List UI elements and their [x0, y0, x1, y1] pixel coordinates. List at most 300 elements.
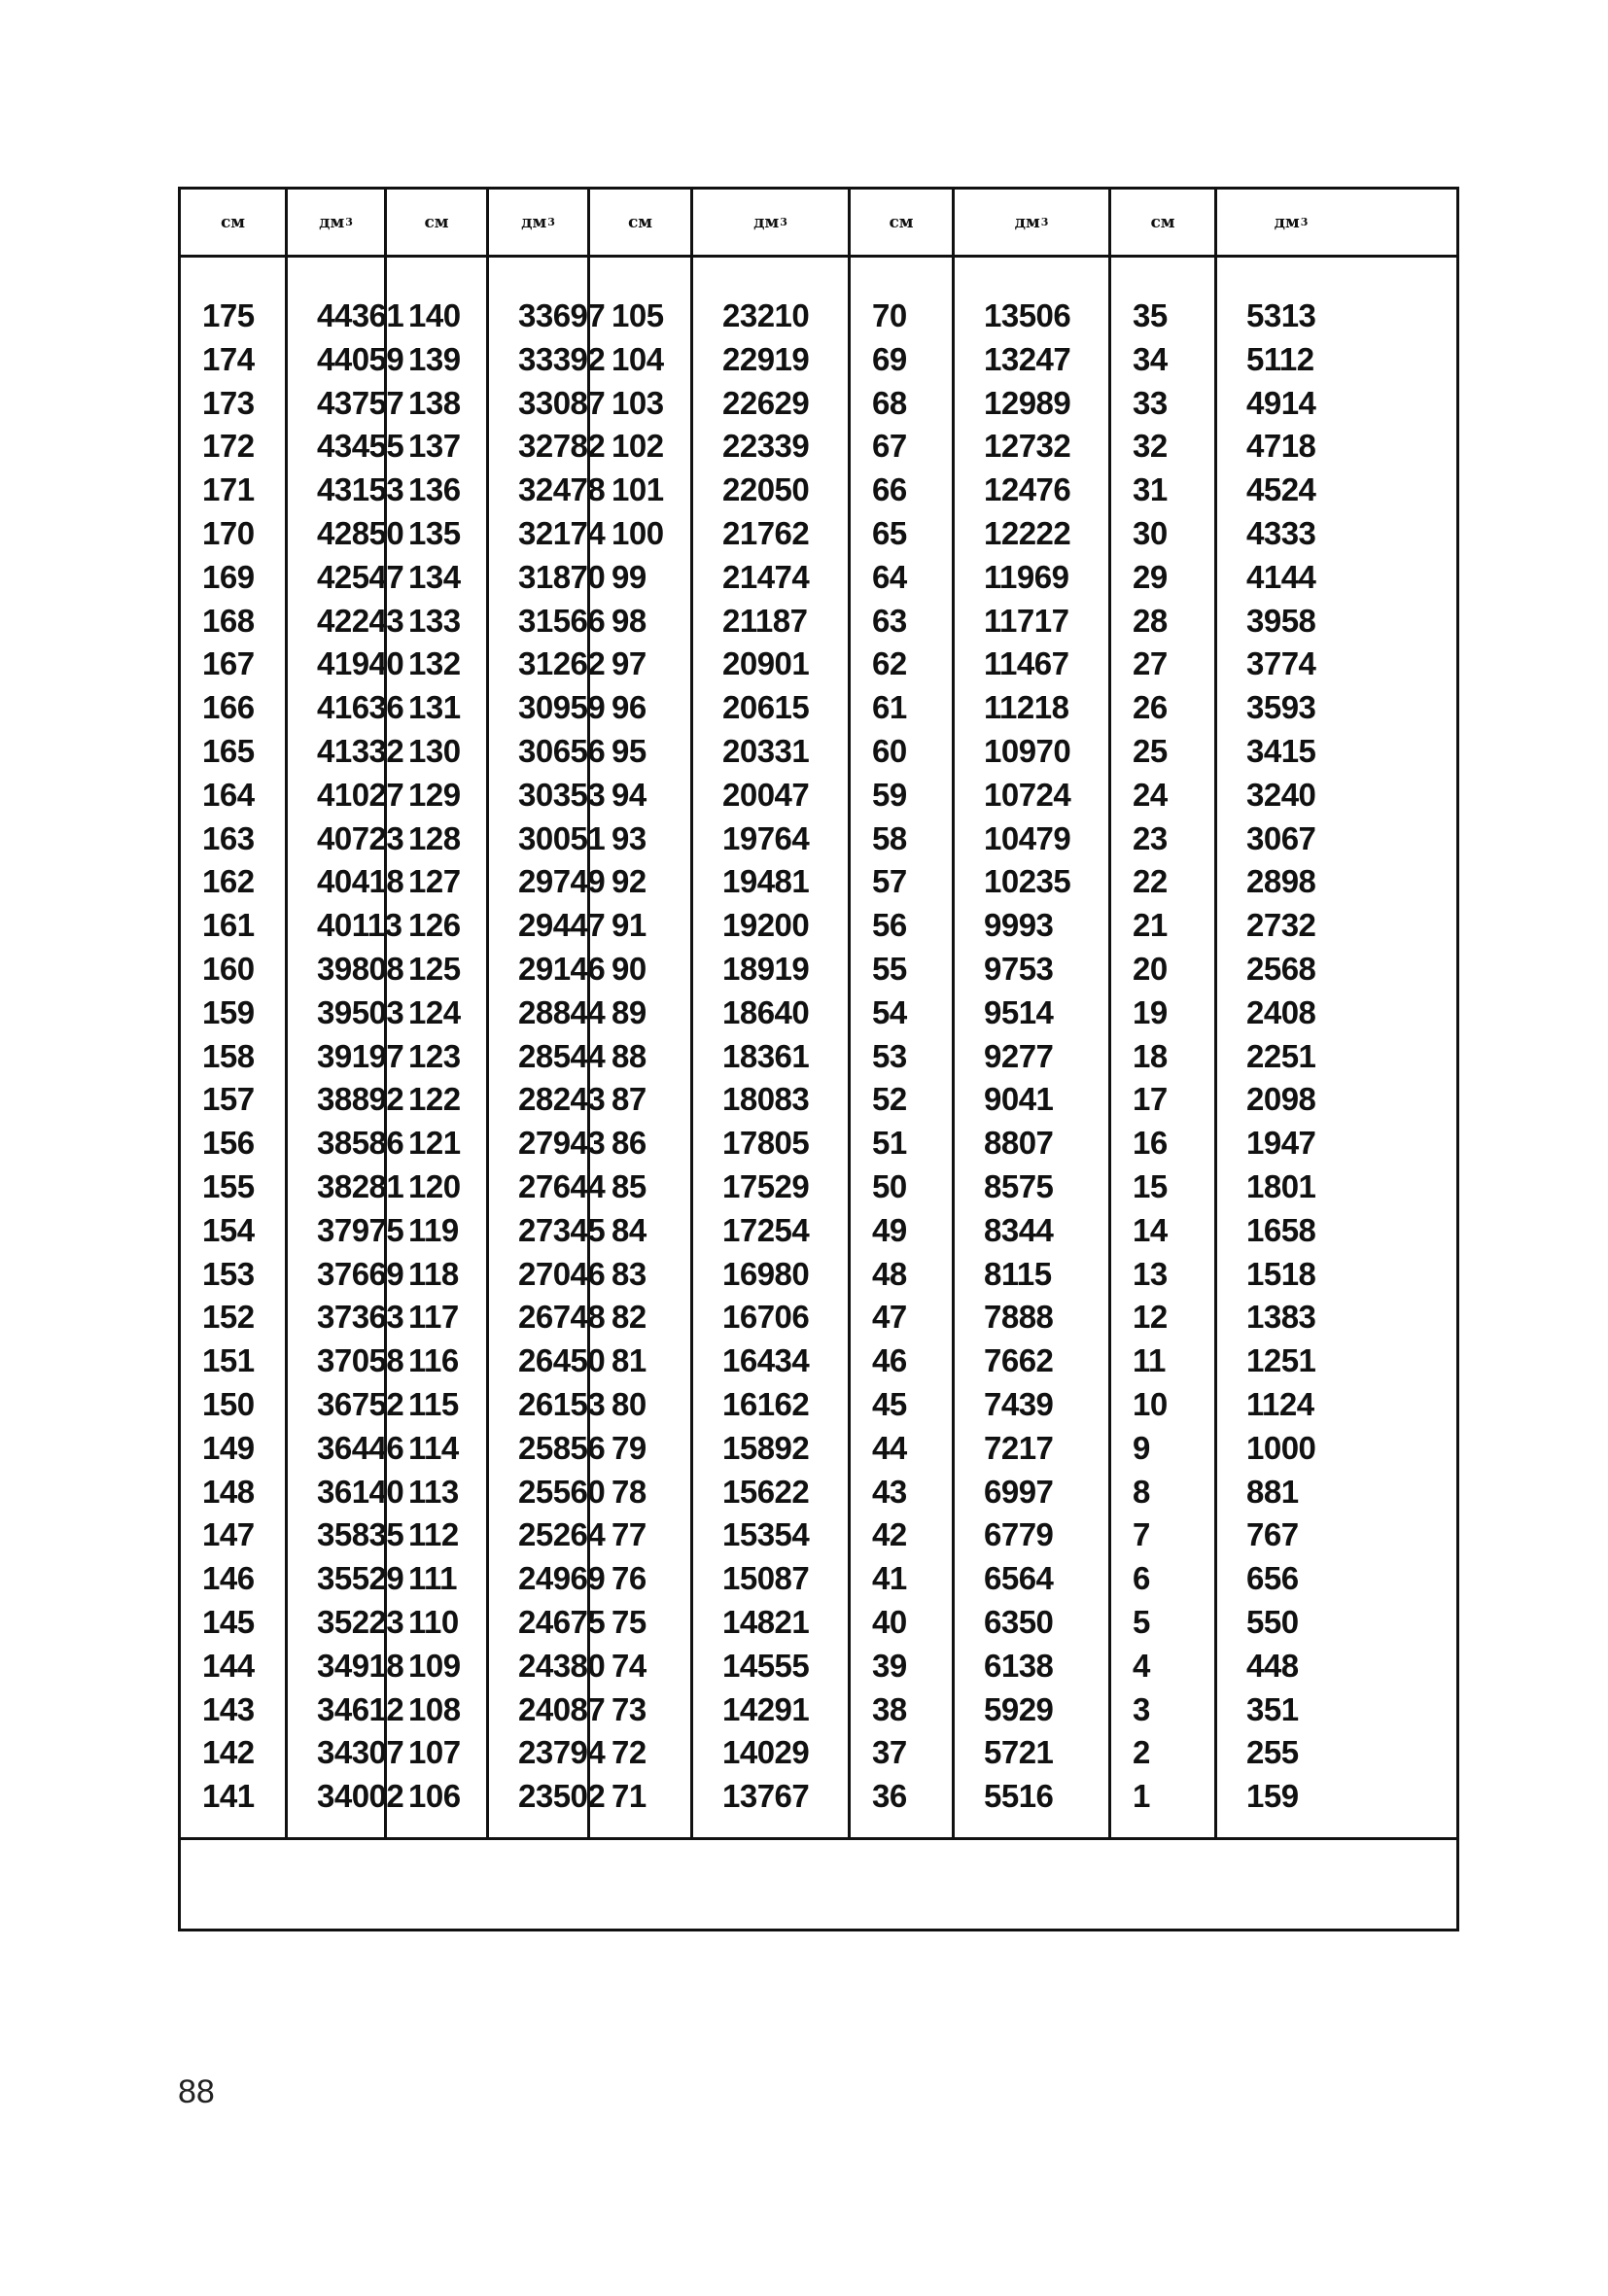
height-cell: 174	[202, 340, 255, 377]
height-cell: 32	[1133, 428, 1168, 465]
volume-cell: 40418	[317, 863, 404, 900]
height-cell: 144	[202, 1647, 255, 1684]
volume-cell: 33697	[518, 297, 606, 333]
volume-cell: 23210	[722, 297, 810, 333]
header-label: дм	[521, 212, 547, 232]
volume-cell: 10479	[984, 819, 1071, 856]
height-cell: 165	[202, 732, 255, 769]
volume-column	[1214, 258, 1365, 1837]
volume-column	[952, 258, 1108, 1837]
volume-cell: 40723	[317, 819, 404, 856]
volume-cell: 6350	[984, 1603, 1054, 1640]
height-cell: 68	[872, 384, 907, 421]
height-cell: 67	[872, 428, 907, 465]
height-cell: 104	[612, 340, 664, 377]
header-label: дм	[319, 212, 345, 232]
height-cell: 164	[202, 776, 255, 813]
volume-cell: 15087	[722, 1560, 810, 1597]
volume-cell: 32174	[518, 514, 606, 551]
header-label: см	[889, 212, 914, 232]
volume-cell: 1383	[1246, 1299, 1316, 1336]
volume-cell: 30959	[518, 689, 606, 726]
volume-cell: 34612	[317, 1690, 404, 1727]
volume-cell: 10724	[984, 776, 1071, 813]
height-cell: 102	[612, 428, 664, 465]
height-cell: 126	[408, 907, 461, 944]
height-cell: 69	[872, 340, 907, 377]
volume-cell: 41636	[317, 689, 404, 726]
height-cell: 135	[408, 514, 461, 551]
height-cell: 95	[612, 732, 647, 769]
height-cell: 152	[202, 1299, 255, 1336]
volume-cell: 39808	[317, 950, 404, 987]
height-cell: 17	[1133, 1081, 1168, 1118]
volume-cell: 11717	[984, 602, 1069, 639]
height-cell: 106	[408, 1778, 461, 1815]
height-cell: 74	[612, 1647, 647, 1684]
height-cell: 75	[612, 1603, 647, 1640]
volume-cell: 24969	[518, 1560, 606, 1597]
volume-cell: 43757	[317, 384, 404, 421]
volume-cell: 10235	[984, 863, 1071, 900]
height-cell: 81	[612, 1342, 647, 1379]
volume-cell: 39503	[317, 993, 404, 1030]
volume-cell: 25856	[518, 1429, 606, 1466]
volume-column	[690, 258, 848, 1837]
height-cell: 137	[408, 428, 461, 465]
volume-cell: 36446	[317, 1429, 404, 1466]
height-cell: 163	[202, 819, 255, 856]
volume-cell: 37975	[317, 1211, 404, 1248]
volume-cell: 25560	[518, 1473, 606, 1510]
volume-cell: 30353	[518, 776, 606, 813]
header-cell	[181, 190, 285, 255]
height-cell: 140	[408, 297, 461, 333]
height-cell: 139	[408, 340, 461, 377]
height-cell: 153	[202, 1255, 255, 1292]
height-cell: 143	[202, 1690, 255, 1727]
header-label: см	[1150, 212, 1175, 232]
height-cell: 39	[872, 1647, 907, 1684]
volume-cell: 4914	[1246, 384, 1316, 421]
volume-cell: 9514	[984, 993, 1054, 1030]
height-column	[1108, 258, 1214, 1837]
height-cell: 96	[612, 689, 647, 726]
volume-cell: 42243	[317, 602, 404, 639]
volume-cell: 32782	[518, 428, 606, 465]
volume-cell: 29749	[518, 863, 606, 900]
volume-cell: 17529	[722, 1167, 810, 1204]
volume-cell: 3593	[1246, 689, 1316, 726]
height-cell: 55	[872, 950, 907, 987]
volume-cell: 30656	[518, 732, 606, 769]
header-unit-superscript: 3	[547, 216, 555, 228]
volume-cell: 159	[1246, 1778, 1299, 1815]
volume-cell: 36140	[317, 1473, 404, 1510]
volume-cell: 24675	[518, 1603, 606, 1640]
height-cell: 156	[202, 1125, 255, 1162]
volume-cell: 12222	[984, 514, 1071, 551]
volume-cell: 18919	[722, 950, 810, 987]
height-cell: 72	[612, 1734, 647, 1771]
volume-cell: 38281	[317, 1167, 404, 1204]
volume-cell: 9753	[984, 950, 1054, 987]
volume-cell: 7217	[984, 1429, 1054, 1466]
volume-cell: 16162	[722, 1385, 810, 1422]
height-cell: 167	[202, 645, 255, 682]
volume-cell: 14555	[722, 1647, 810, 1684]
volume-cell: 656	[1246, 1560, 1299, 1597]
header-unit-superscript: 3	[1040, 216, 1049, 228]
height-cell: 103	[612, 384, 664, 421]
header-cell	[285, 190, 384, 255]
height-cell: 4	[1133, 1647, 1150, 1684]
height-cell: 149	[202, 1429, 255, 1466]
height-cell: 162	[202, 863, 255, 900]
height-cell: 61	[872, 689, 907, 726]
volume-cell: 20615	[722, 689, 810, 726]
volume-cell: 4333	[1246, 514, 1316, 551]
volume-cell: 29146	[518, 950, 606, 987]
page-number: 88	[178, 2073, 215, 2110]
height-cell: 141	[202, 1778, 255, 1815]
header-label: дм	[1014, 212, 1040, 232]
volume-cell: 6997	[984, 1473, 1054, 1510]
volume-cell: 40113	[317, 907, 402, 944]
height-cell: 18	[1133, 1037, 1168, 1074]
volume-cell: 42850	[317, 514, 404, 551]
volume-cell: 17254	[722, 1211, 810, 1248]
height-cell: 173	[202, 384, 255, 421]
height-cell: 90	[612, 950, 647, 987]
volume-cell: 32478	[518, 471, 606, 508]
height-cell: 113	[408, 1473, 459, 1510]
volume-cell: 24087	[518, 1690, 606, 1727]
header-label: см	[220, 212, 246, 232]
height-cell: 146	[202, 1560, 255, 1597]
volume-cell: 19481	[722, 863, 810, 900]
height-cell: 150	[202, 1385, 255, 1422]
volume-cell: 6564	[984, 1560, 1054, 1597]
height-cell: 7	[1133, 1516, 1150, 1553]
height-cell: 70	[872, 297, 907, 333]
volume-cell: 38586	[317, 1125, 404, 1162]
height-cell: 79	[612, 1429, 647, 1466]
height-cell: 170	[202, 514, 255, 551]
height-cell: 48	[872, 1255, 907, 1292]
table-body	[181, 258, 1456, 1837]
height-cell: 100	[612, 514, 664, 551]
height-cell: 25	[1133, 732, 1168, 769]
header-unit-superscript: 3	[780, 216, 787, 228]
height-cell: 128	[408, 819, 461, 856]
height-cell: 26	[1133, 689, 1168, 726]
volume-cell: 13247	[984, 340, 1071, 377]
height-cell: 161	[202, 907, 255, 944]
height-cell: 40	[872, 1603, 907, 1640]
volume-cell: 14821	[722, 1603, 810, 1640]
volume-cell: 6138	[984, 1647, 1054, 1684]
height-cell: 41	[872, 1560, 907, 1597]
height-cell: 87	[612, 1081, 647, 1118]
height-cell: 43	[872, 1473, 907, 1510]
height-cell: 119	[408, 1211, 459, 1248]
volume-cell: 23794	[518, 1734, 606, 1771]
height-cell: 34	[1133, 340, 1168, 377]
height-cell: 37	[872, 1734, 907, 1771]
header-cell	[384, 190, 486, 255]
volume-cell: 1251	[1246, 1342, 1316, 1379]
height-cell: 76	[612, 1560, 647, 1597]
height-cell: 45	[872, 1385, 907, 1422]
volume-cell: 15622	[722, 1473, 810, 1510]
height-cell: 160	[202, 950, 255, 987]
volume-cell: 4524	[1246, 471, 1316, 508]
volume-cell: 33392	[518, 340, 606, 377]
height-cell: 159	[202, 993, 255, 1030]
height-cell: 84	[612, 1211, 647, 1248]
volume-cell: 31566	[518, 602, 606, 639]
volume-cell: 41332	[317, 732, 404, 769]
volume-cell: 27345	[518, 1211, 606, 1248]
height-cell: 130	[408, 732, 461, 769]
volume-cell: 10970	[984, 732, 1071, 769]
volume-cell: 2898	[1246, 863, 1316, 900]
volume-cell: 34002	[317, 1778, 404, 1815]
height-cell: 58	[872, 819, 907, 856]
volume-cell: 2732	[1246, 907, 1316, 944]
height-cell: 35	[1133, 297, 1168, 333]
height-cell: 20	[1133, 950, 1168, 987]
volume-cell: 41027	[317, 776, 404, 813]
volume-cell: 17805	[722, 1125, 810, 1162]
volume-cell: 35835	[317, 1516, 404, 1553]
height-cell: 148	[202, 1473, 255, 1510]
table-header-row	[181, 190, 1456, 258]
volume-cell: 14029	[722, 1734, 810, 1771]
height-cell: 175	[202, 297, 255, 333]
height-cell: 138	[408, 384, 461, 421]
height-cell: 42	[872, 1516, 907, 1553]
volume-cell: 351	[1246, 1690, 1299, 1727]
volume-cell: 34918	[317, 1647, 404, 1684]
height-cell: 110	[408, 1603, 459, 1640]
volume-cell: 27644	[518, 1167, 606, 1204]
height-cell: 66	[872, 471, 907, 508]
height-cell: 6	[1133, 1560, 1150, 1597]
height-cell: 112	[408, 1516, 459, 1553]
volume-cell: 2251	[1246, 1037, 1316, 1074]
volume-cell: 19200	[722, 907, 810, 944]
volume-cell: 37363	[317, 1299, 404, 1336]
header-cell	[690, 190, 848, 255]
volume-cell: 11467	[984, 645, 1069, 682]
volume-cell: 3415	[1246, 732, 1316, 769]
volume-cell: 7662	[984, 1342, 1054, 1379]
volume-cell: 1801	[1246, 1167, 1316, 1204]
volume-cell: 18361	[722, 1037, 810, 1074]
header-label: см	[424, 212, 449, 232]
height-column	[587, 258, 690, 1837]
height-cell: 121	[408, 1125, 461, 1162]
volume-cell: 22050	[722, 471, 810, 508]
volume-cell: 16706	[722, 1299, 810, 1336]
height-cell: 28	[1133, 602, 1168, 639]
height-cell: 14	[1133, 1211, 1168, 1248]
height-column	[181, 258, 285, 1837]
height-cell: 127	[408, 863, 461, 900]
height-cell: 80	[612, 1385, 647, 1422]
volume-cell: 12989	[984, 384, 1071, 421]
height-cell: 158	[202, 1037, 255, 1074]
height-cell: 111	[408, 1560, 457, 1597]
volume-cell: 28243	[518, 1081, 606, 1118]
height-cell: 91	[612, 907, 647, 944]
table-footer-empty-row	[181, 1840, 1456, 1930]
height-cell: 108	[408, 1690, 461, 1727]
height-cell: 115	[408, 1385, 459, 1422]
volume-cell: 8807	[984, 1125, 1054, 1162]
volume-cell: 26450	[518, 1342, 606, 1379]
height-cell: 169	[202, 558, 255, 595]
height-cell: 168	[202, 602, 255, 639]
height-cell: 24	[1133, 776, 1168, 813]
height-cell: 97	[612, 645, 647, 682]
volume-cell: 18083	[722, 1081, 810, 1118]
volume-cell: 27046	[518, 1255, 606, 1292]
header-label: дм	[753, 212, 780, 232]
header-label: дм	[1274, 212, 1300, 232]
volume-cell: 42547	[317, 558, 404, 595]
height-cell: 118	[408, 1255, 459, 1292]
height-cell: 13	[1133, 1255, 1168, 1292]
height-cell: 16	[1133, 1125, 1168, 1162]
volume-cell: 20331	[722, 732, 810, 769]
volume-cell: 26153	[518, 1385, 606, 1422]
height-cell: 123	[408, 1037, 461, 1074]
height-cell: 50	[872, 1167, 907, 1204]
volume-cell: 22629	[722, 384, 810, 421]
height-cell: 142	[202, 1734, 255, 1771]
volume-cell: 9277	[984, 1037, 1054, 1074]
height-cell: 47	[872, 1299, 907, 1336]
volume-cell: 8115	[984, 1255, 1052, 1292]
height-cell: 122	[408, 1081, 461, 1118]
volume-cell: 35223	[317, 1603, 404, 1640]
volume-cell: 2408	[1246, 993, 1316, 1030]
volume-cell: 20047	[722, 776, 810, 813]
volume-cell: 43455	[317, 428, 404, 465]
height-cell: 117	[408, 1299, 459, 1336]
volume-cell: 3774	[1246, 645, 1316, 682]
volume-cell: 43153	[317, 471, 404, 508]
volume-cell: 19764	[722, 819, 810, 856]
height-cell: 73	[612, 1690, 647, 1727]
volume-cell: 20901	[722, 645, 810, 682]
volume-cell: 2568	[1246, 950, 1316, 987]
volume-cell: 11969	[984, 558, 1069, 595]
volume-cell: 5313	[1246, 297, 1316, 333]
height-cell: 54	[872, 993, 907, 1030]
volume-column	[486, 258, 606, 1837]
volume-cell: 11218	[984, 689, 1069, 726]
height-cell: 38	[872, 1690, 907, 1727]
height-cell: 63	[872, 602, 907, 639]
header-cell	[486, 190, 587, 255]
height-cell: 151	[202, 1342, 255, 1379]
height-cell: 120	[408, 1167, 461, 1204]
volume-cell: 21474	[722, 558, 810, 595]
volume-cell: 1000	[1246, 1429, 1316, 1466]
volume-cell: 7888	[984, 1299, 1054, 1336]
volume-cell: 448	[1246, 1647, 1299, 1684]
volume-cell: 5112	[1246, 340, 1314, 377]
volume-cell: 26748	[518, 1299, 606, 1336]
header-cell	[952, 190, 1108, 255]
height-cell: 49	[872, 1211, 907, 1248]
volume-cell: 36752	[317, 1385, 404, 1422]
volume-cell: 7439	[984, 1385, 1054, 1422]
height-cell: 56	[872, 907, 907, 944]
volume-cell: 35529	[317, 1560, 404, 1597]
height-cell: 15	[1133, 1167, 1168, 1204]
height-cell: 154	[202, 1211, 255, 1248]
height-cell: 171	[202, 471, 255, 508]
volume-cell: 41940	[317, 645, 404, 682]
volume-cell: 6779	[984, 1516, 1054, 1553]
volume-cell: 2098	[1246, 1081, 1316, 1118]
volume-cell: 37669	[317, 1255, 404, 1292]
height-cell: 44	[872, 1429, 907, 1466]
volume-cell: 21762	[722, 514, 810, 551]
volume-cell: 9993	[984, 907, 1054, 944]
volume-cell: 31262	[518, 645, 606, 682]
volume-cell: 15354	[722, 1516, 810, 1553]
height-cell: 71	[612, 1778, 647, 1815]
volume-cell: 22919	[722, 340, 810, 377]
height-cell: 86	[612, 1125, 647, 1162]
height-cell: 94	[612, 776, 647, 813]
height-cell: 92	[612, 863, 647, 900]
height-cell: 27	[1133, 645, 1168, 682]
volume-cell: 39197	[317, 1037, 404, 1074]
header-cell	[1214, 190, 1365, 255]
height-cell: 51	[872, 1125, 907, 1162]
height-cell: 52	[872, 1081, 907, 1118]
height-cell: 57	[872, 863, 907, 900]
height-cell: 36	[872, 1778, 907, 1815]
height-cell: 31	[1133, 471, 1168, 508]
header-unit-superscript: 3	[1300, 216, 1309, 228]
height-cell: 64	[872, 558, 907, 595]
volume-cell: 12732	[984, 428, 1071, 465]
height-cell: 107	[408, 1734, 461, 1771]
volume-cell: 1518	[1246, 1255, 1316, 1292]
volume-cell: 1947	[1246, 1125, 1316, 1162]
volume-cell: 33087	[518, 384, 606, 421]
header-cell	[1108, 190, 1214, 255]
volume-cell: 14291	[722, 1690, 810, 1727]
height-cell: 5	[1133, 1603, 1150, 1640]
height-cell: 46	[872, 1342, 907, 1379]
volume-cell: 21187	[722, 602, 808, 639]
height-cell: 129	[408, 776, 461, 813]
volume-cell: 8575	[984, 1167, 1054, 1204]
height-cell: 62	[872, 645, 907, 682]
volume-cell: 881	[1246, 1473, 1299, 1510]
height-cell: 116	[408, 1342, 459, 1379]
height-cell: 3	[1133, 1690, 1150, 1727]
